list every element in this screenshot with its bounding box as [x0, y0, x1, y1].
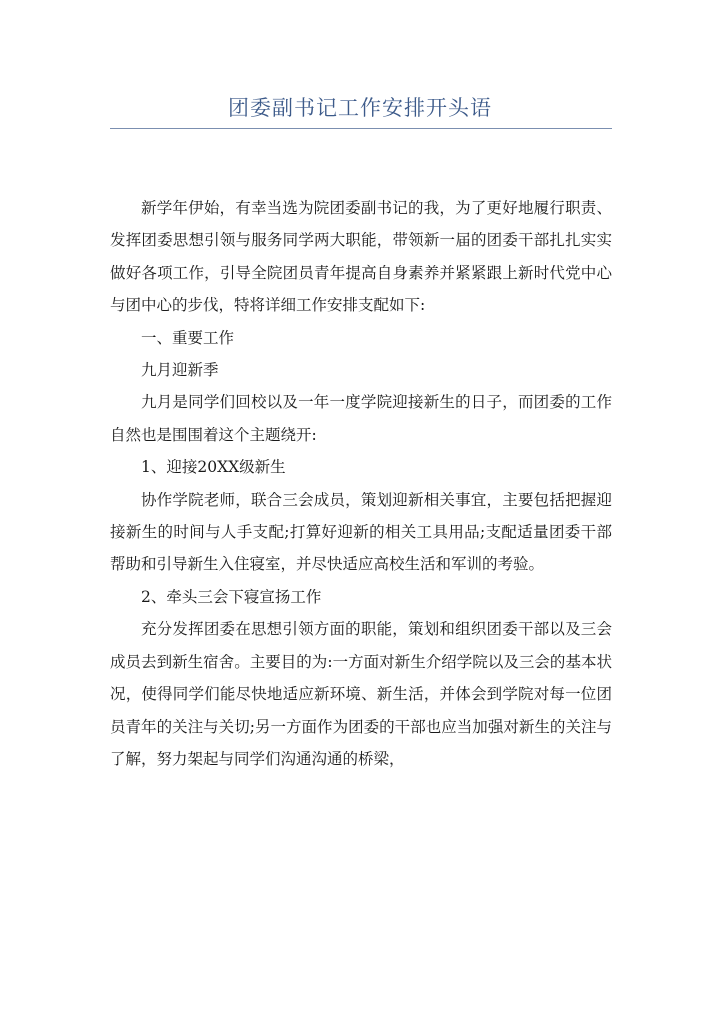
title-divider [110, 128, 612, 129]
paragraph-september: 九月是同学们回校以及一年一度学院迎接新生的日子，而团委的工作自然也是围围着这个主题绕开: [110, 393, 612, 444]
paragraph-intro: 新学年伊始，有幸当选为院团委副书记的我，为了更好地履行职责、发挥团委思想引领与服务同学两大职能，带领新一届的团委干部扎扎实实做好各项工作，引导全院团员青年提高自身素养并紧紧跟上新时代党中心与团中心的步伐，特将详细工作安排支配如下: [110, 199, 612, 315]
item-heading-dorm-promotion: 2、牵头三会下寝宣扬工作 [141, 587, 322, 606]
paragraph-dorm-promotion: 充分发挥团委在思想引领方面的职能，策划和组织团委干部以及三会成员去到新生宿舍。主要目的为:一方面对新生介绍学院以及三会的基本状况，使得同学们能尽快地适应新环境、新生活，并体会到学院对每一位团员青年的关注与关切;另一方面作为团委的干部也应当加强对新生的关注与了解，努力架起与同学们沟通沟通的桥梁， [110, 620, 612, 768]
document-title: 团委副书记工作安排开头语 [228, 96, 492, 120]
subheading-september: 九月迎新季 [141, 361, 219, 380]
paragraph-welcome-freshmen: 协作学院老师，联合三会成员，策划迎新相关事宜，主要包括把握迎接新生的时间与人手支配;打算好迎新的相关工具用品;支配适量团委干部帮助和引导新生入住寝室，并尽快适应高校生活和军训的考验。 [110, 490, 612, 574]
document-body [110, 192, 612, 775]
section-heading-main-work: 一、重要工作 [141, 328, 235, 347]
item-heading-welcome-freshmen: 1、迎接20XX级新生 [141, 458, 286, 477]
